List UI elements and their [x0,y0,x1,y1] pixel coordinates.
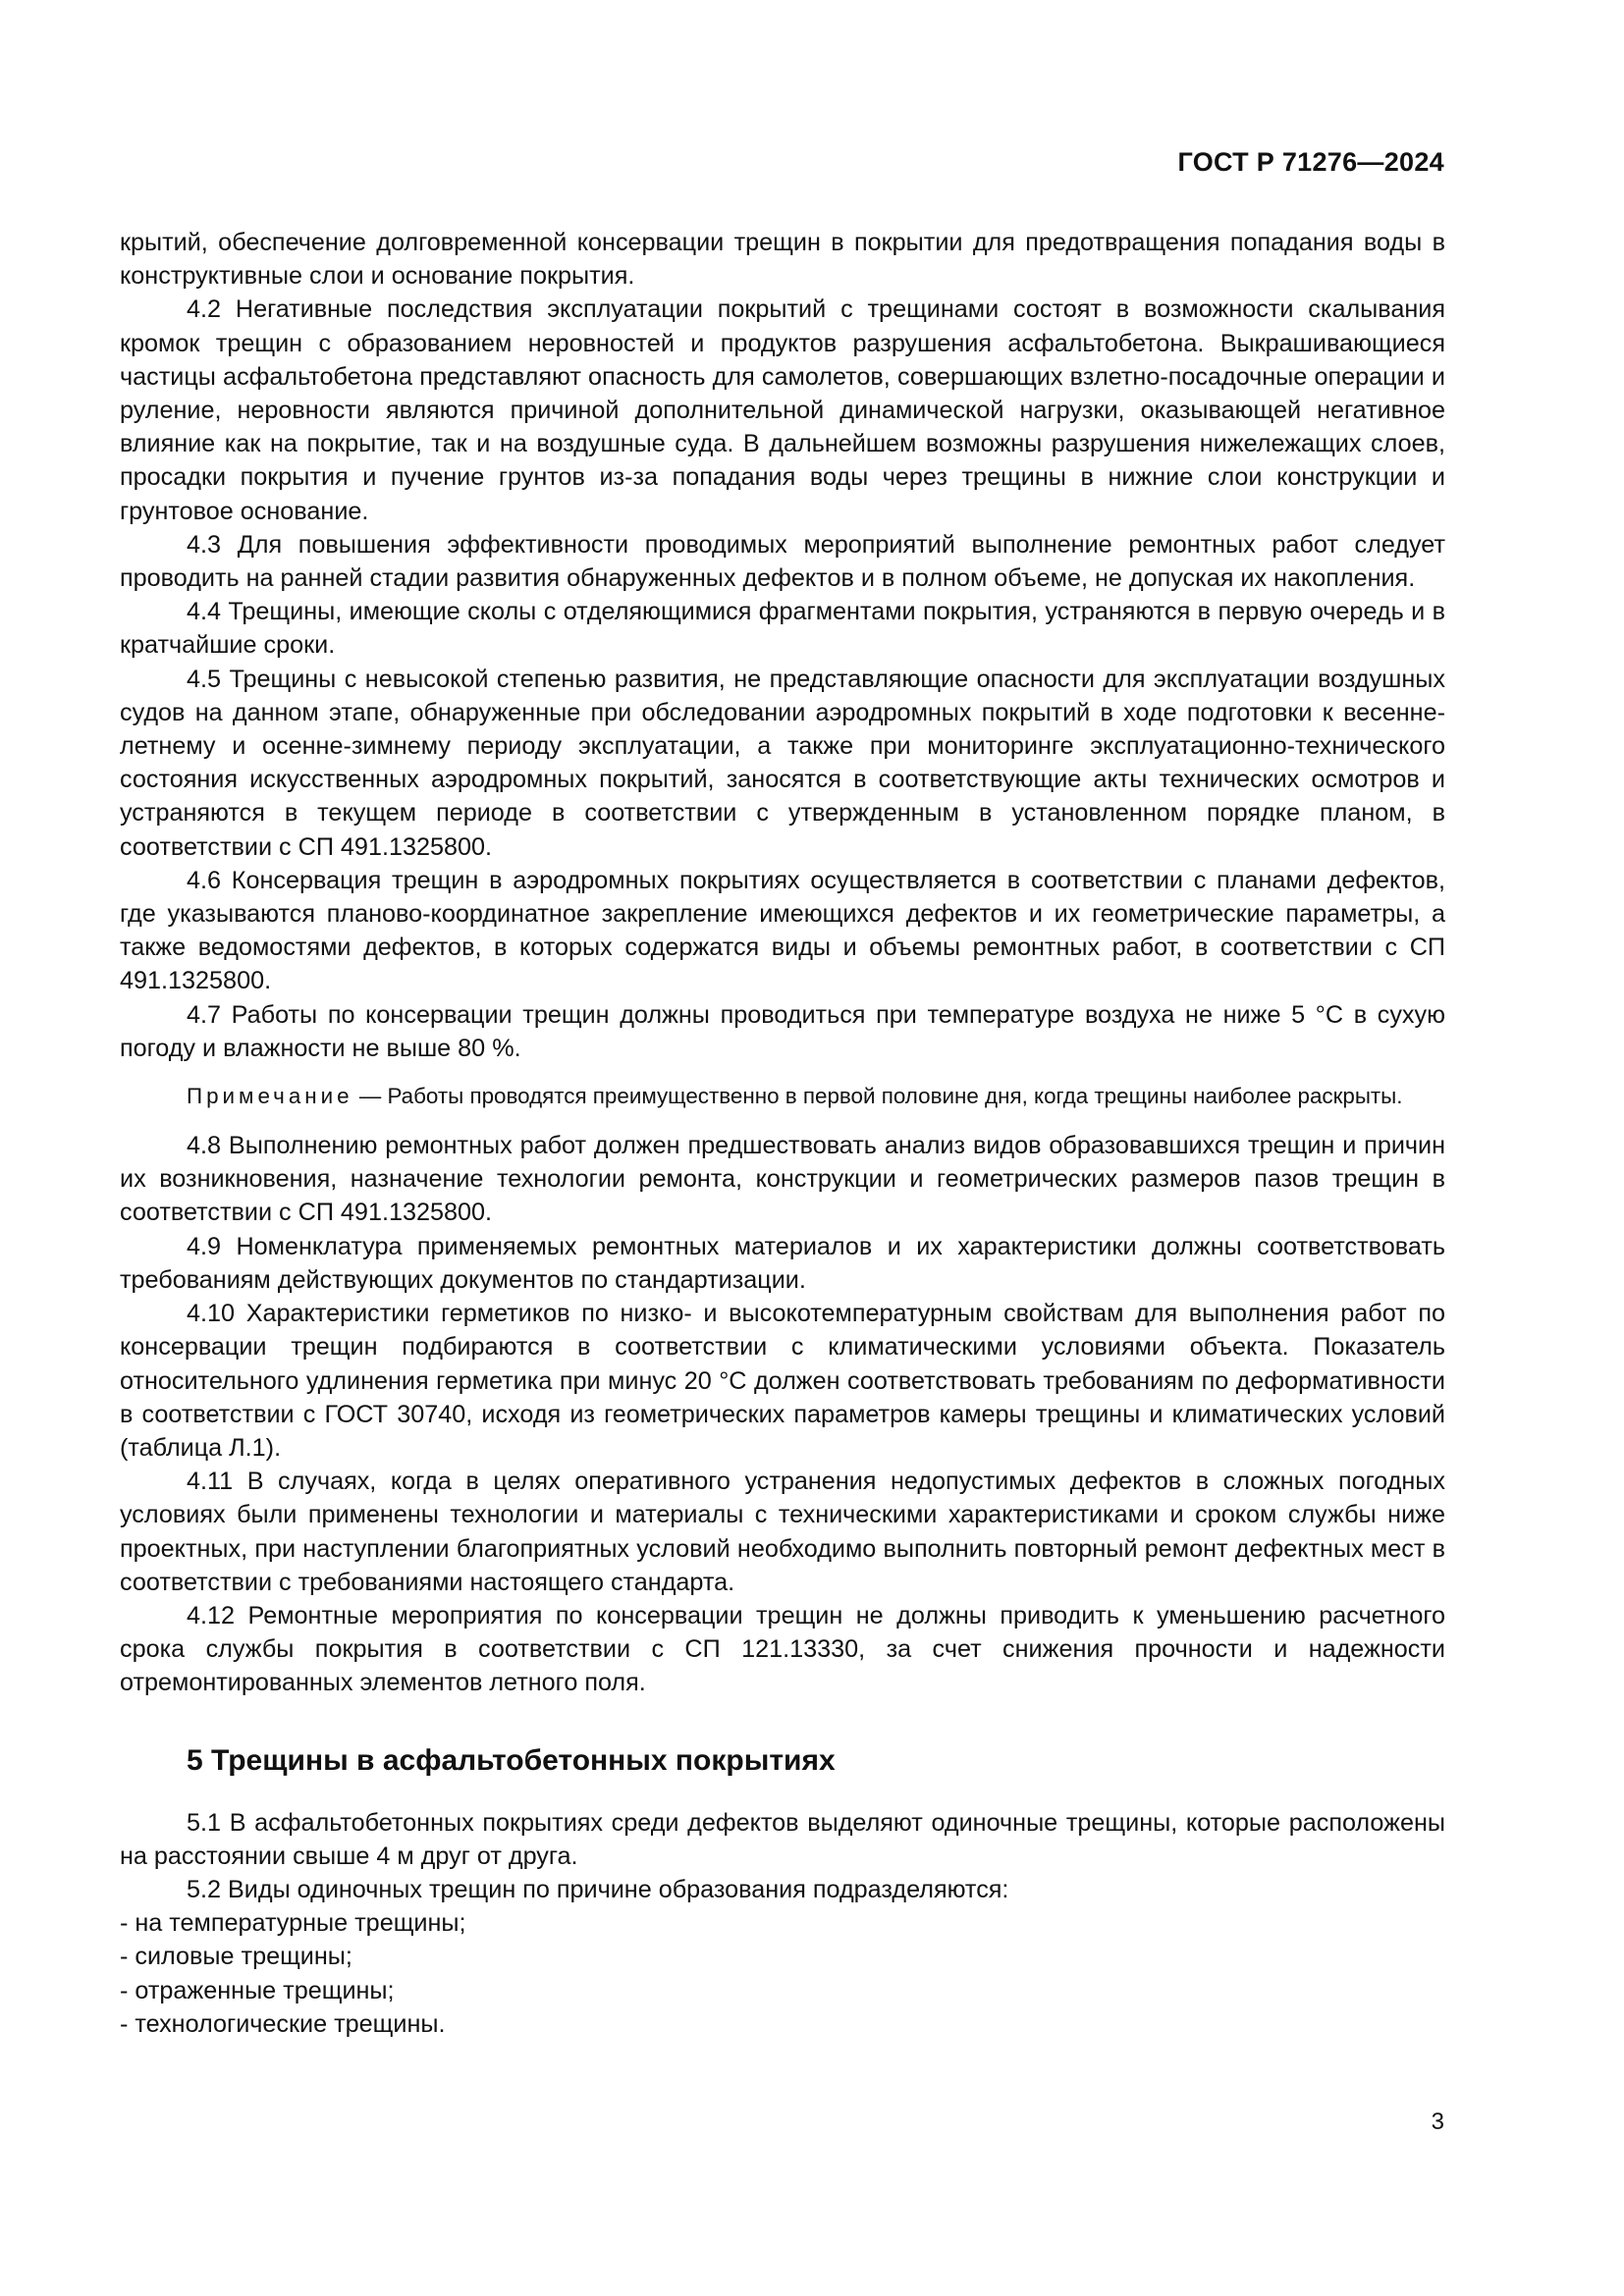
paragraph-5-2: 5.2 Виды одиночных трещин по причине образования подразделяются: [187,1875,1009,1903]
paragraph-4-4: 4.4 Трещины, имеющие сколы с отделяющимися фрагментами покрытия, устраняются в первую очередь и в кратчайшие сроки. [120,598,1445,660]
paragraph-4-3: 4.3 Для повышения эффективности проводимых мероприятий выполнение ремонтных работ следует проводить на ранней стадии развития обнаруженных дефектов и в полном объеме, не допуская их накопления. [120,530,1445,593]
note-label: Примечание [187,1084,353,1109]
page-number: 3 [1431,2109,1444,2135]
paragraph-4-1-continuation: крытий, обеспечение долговременной консервации трещин в покрытии для предотвращения попадания воды в конструктивные слои и основание покрытия. [120,229,1445,291]
page-body [120,226,1445,2041]
paragraph-4-8: 4.8 Выполнению ремонтных работ должен предшествовать анализ видов образовавшихся трещин и причин их возникновения, назначение технологии ремонта, конструкции и геометрических размеров пазов трещин в соответствии с СП 491.1325800. [120,1132,1445,1227]
note [120,1081,1445,1111]
list-item: - силовые трещины; [120,1943,352,1971]
paragraph-4-6: 4.6 Консервация трещин в аэродромных покрытиях осуществляется в соответствии с планами дефектов, где указываются планово-координатное закрепление имеющихся дефектов и их геометрические параметры, а также ведомостями дефектов, в которых содержатся виды и объемы ремонтных работ, в соответствии с СП 491.1325800. [120,866,1445,995]
list-item: - технологические трещины. [120,2009,446,2038]
document-code-header: ГОСТ Р 71276—2024 [1177,147,1444,177]
note-text: — Работы проводятся преимущественно в первой половине дня, когда трещины наиболее раскрыты. [352,1084,1403,1109]
paragraph-5-1: 5.1 В асфальтобетонных покрытиях среди дефектов выделяют одиночные трещины, которые расположены на расстоянии свыше 4 м друг от друга. [120,1808,1445,1870]
section-5-heading: 5 Трещины в асфальтобетонных покрытиях [187,1743,836,1777]
paragraph-4-5: 4.5 Трещины с невысокой степенью развития, не представляющие опасности для эксплуатации воздушных судов на данном этапе, обнаруженные при обследовании аэродромных покрытий в ходе подготовки к весенне-летнему и осенне-зимнему периоду эксплуатации, а также при мониторинге эксплуатационно-технического состояния искусственных аэродромных покрытий, заносятся в соответствующие акты технических осмотров и устраняются в текущем периоде в соответствии с утвержденным в установленном порядке планом, в соответствии с СП 491.1325800. [120,665,1445,861]
paragraph-4-10: 4.10 Характеристики герметиков по низко- и высокотемпературным свойствам для выполнения работ по консервации трещин подбираются в соответствии с климатическими условиями объекта. Показатель относительного удлинения герметика при минус 20 °С должен соответствовать требованиям по деформативности в соответствии с ГОСТ 30740, исходя из геометрических параметров камеры трещины и климатических условий (таблица Л.1). [120,1300,1445,1462]
crack-types-list [120,1906,1445,2041]
list-item: - отраженные трещины; [120,1976,395,2004]
paragraph-4-2: 4.2 Негативные последствия эксплуатации покрытий с трещинами состоят в возможности скалывания кромок трещин с образованием неровностей и продуктов разрушения асфальтобетона. Выкрашивающиеся частицы асфальтобетона представляют опасность для самолетов, совершающих взлетно-посадочные операции и руление, неровности являются причиной дополнительной динамической нагрузки, оказывающей негативное влияние как на покрытие, так и на воздушные суда. В дальнейшем возможны разрушения нижележащих слоев, просадки покрытия и пучение грунтов из-за попадания воды через трещины в нижние слои конструкции и грунтовое основание. [120,295,1445,525]
paragraph-4-7: 4.7 Работы по консервации трещин должны проводиться при температуре воздуха не ниже 5 °С в сухую погоду и влажности не выше 80 %. [120,1000,1445,1062]
paragraph-4-11: 4.11 В случаях, когда в целях оперативного устранения недопустимых дефектов в сложных погодных условиях были применены технологии и материалы с техническими характеристиками и сроком службы ниже проектных, при наступлении благоприятных условий необходимо выполнить повторный ремонт дефектных мест в соответствии с требованиями настоящего стандарта. [120,1468,1445,1596]
paragraph-4-12: 4.12 Ремонтные мероприятия по консервации трещин не должны приводить к уменьшению расчетного срока службы покрытия в соответствии с СП 121.13330, за счет снижения прочности и надежности отремонтированных элементов летного поля. [120,1601,1445,1697]
list-item: - на температурные трещины; [120,1909,466,1938]
paragraph-4-9: 4.9 Номенклатура применяемых ремонтных материалов и их характеристики должны соответствовать требованиям действующих документов по стандартизации. [120,1232,1445,1294]
